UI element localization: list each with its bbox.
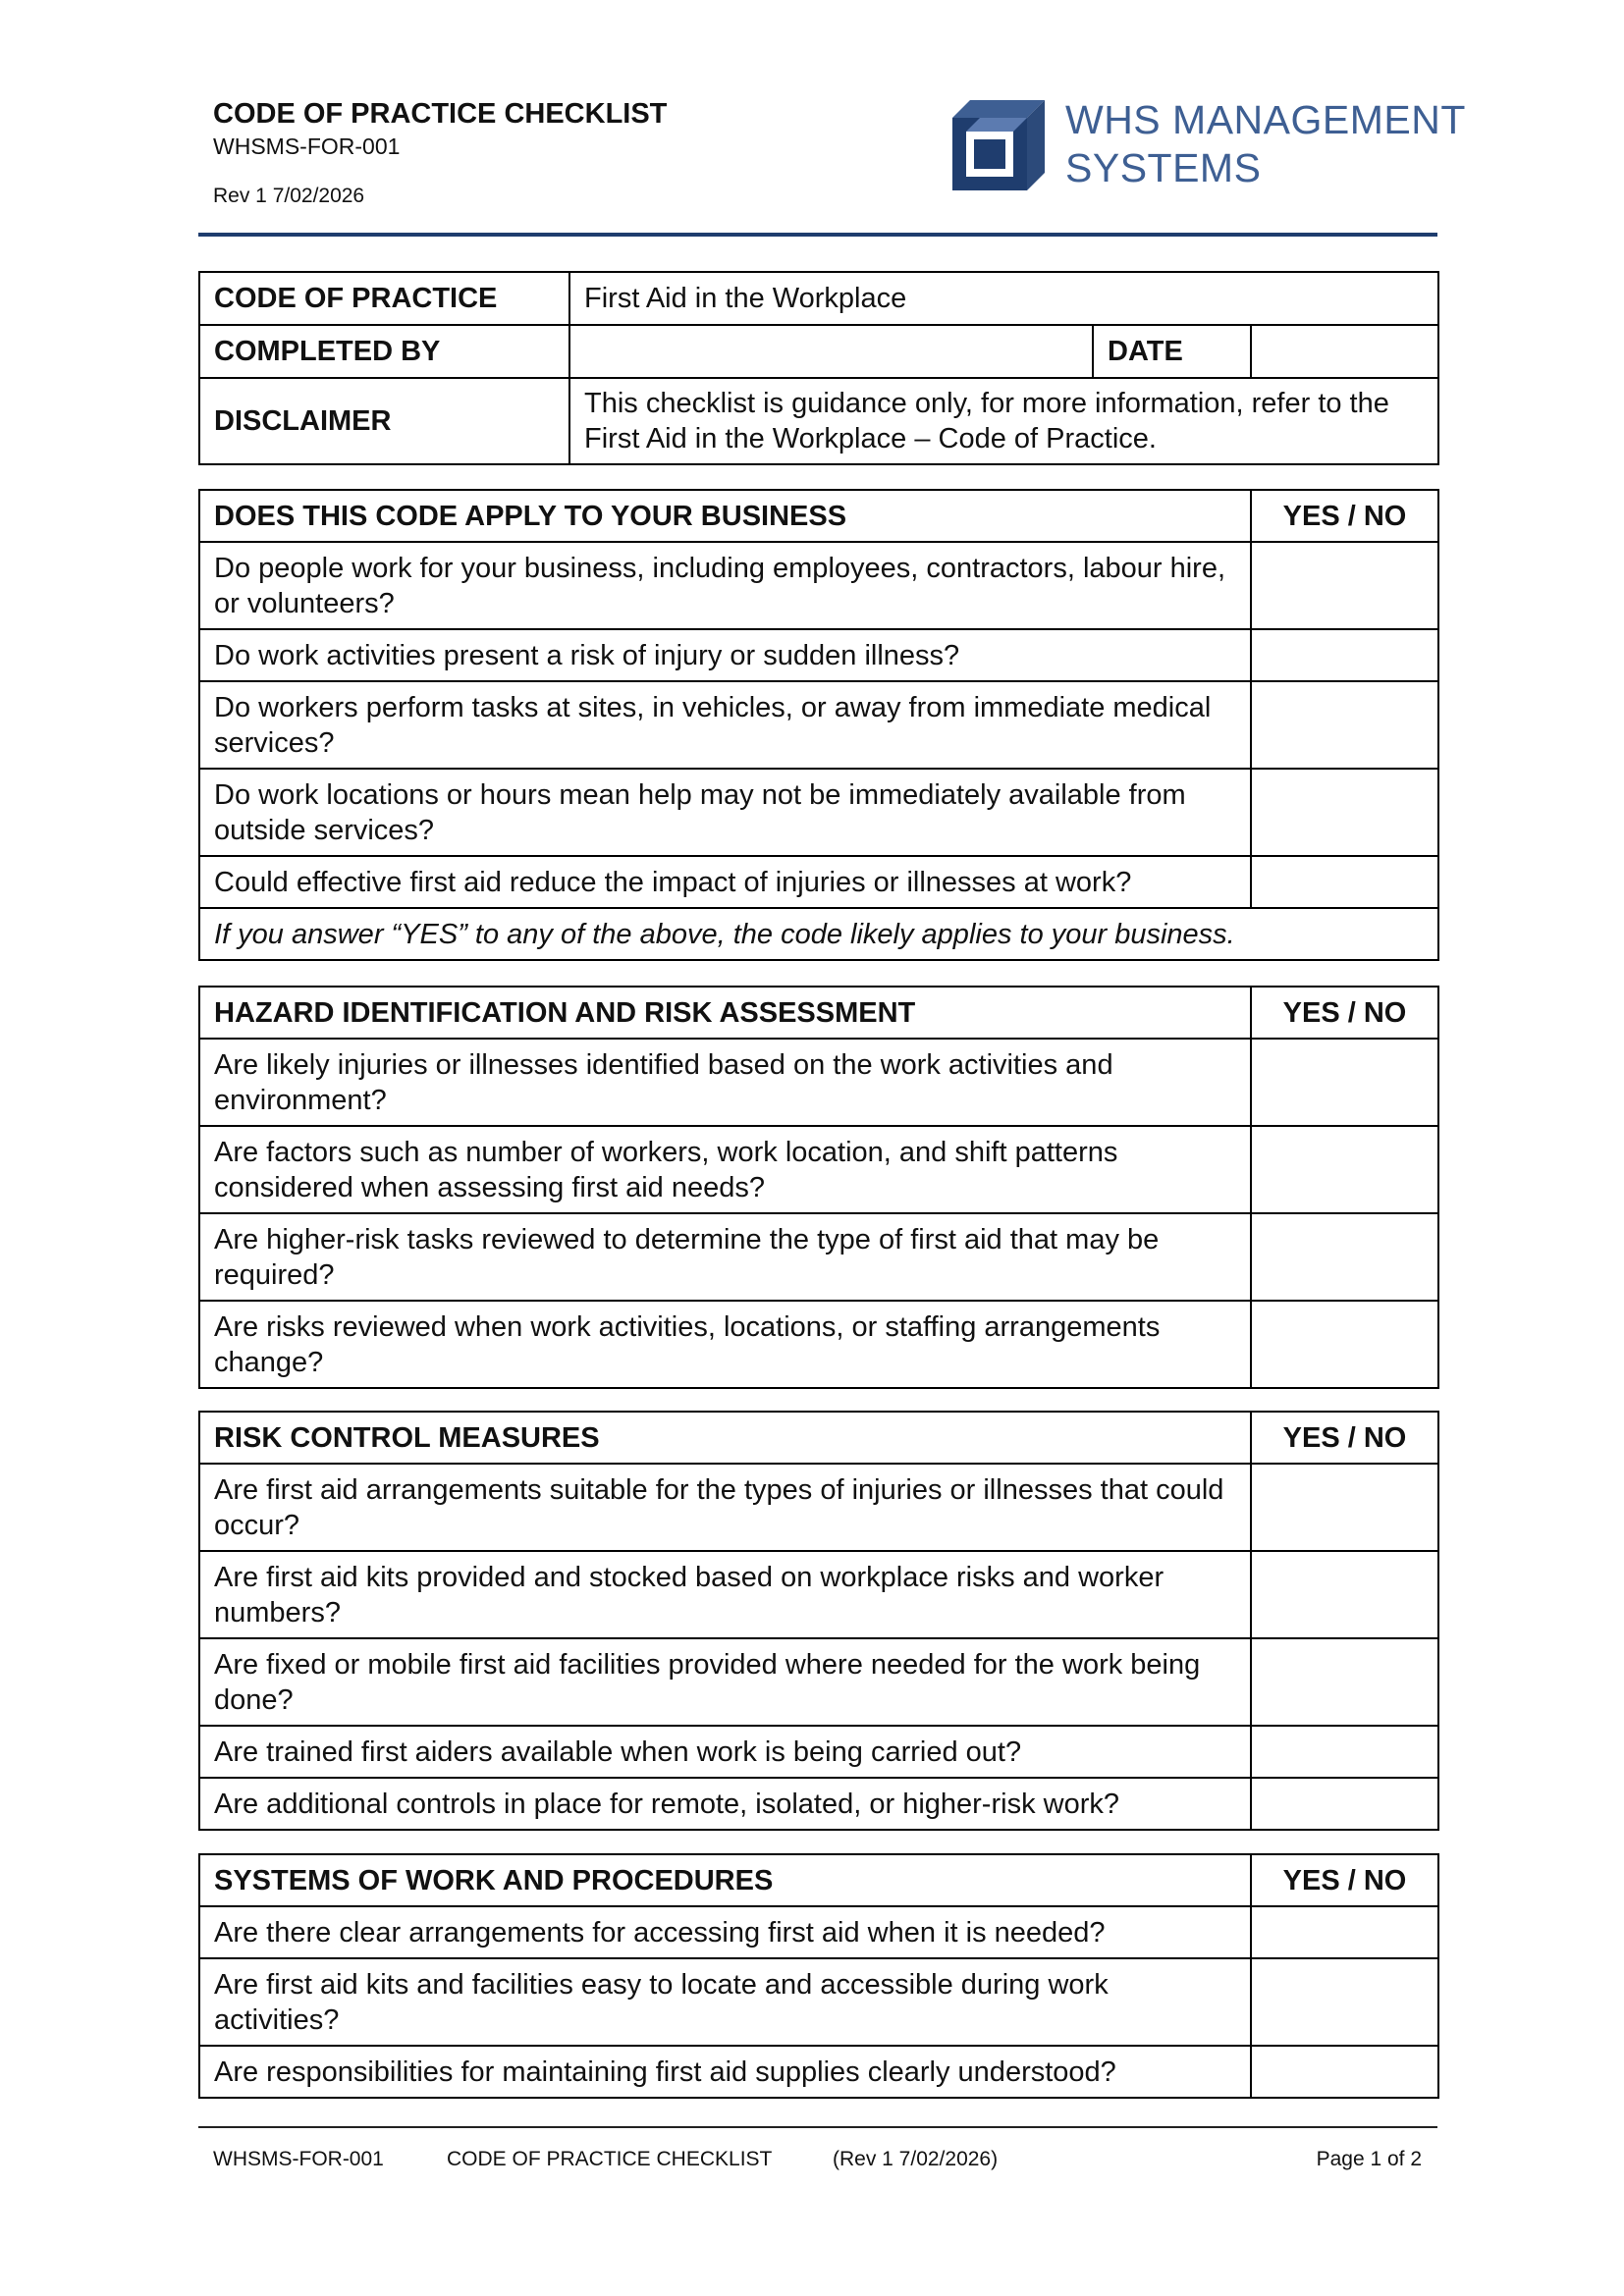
yes-no-answer-cell[interactable]	[1251, 1551, 1438, 1638]
question-text: Are there clear arrangements for accessing first aid when it is needed?	[199, 1906, 1251, 1958]
completed-by-field[interactable]	[569, 325, 1093, 378]
question-row	[199, 2046, 1438, 2098]
section-systems-of-work	[198, 1853, 1439, 2099]
yes-no-answer-cell[interactable]	[1251, 856, 1438, 908]
footer-doc-code: WHSMS-FOR-001	[213, 2148, 384, 2170]
question-text: Are first aid arrangements suitable for the types of injuries or illnesses that could occur?	[199, 1464, 1251, 1551]
question-row	[199, 1778, 1438, 1830]
section-heading: HAZARD IDENTIFICATION AND RISK ASSESSMENT	[199, 987, 1251, 1039]
yes-no-answer-cell[interactable]	[1251, 1301, 1438, 1388]
question-text: Are first aid kits and facilities easy to locate and accessible during work activities?	[199, 1958, 1251, 2046]
cop-value: First Aid in the Workplace	[569, 272, 1438, 325]
completed-row	[199, 325, 1438, 378]
question-row	[199, 1464, 1438, 1551]
yes-no-answer-cell[interactable]	[1251, 681, 1438, 769]
disclaimer-text: This checklist is guidance only, for more information, refer to the First Aid in the Workplace – Code of Practice.	[569, 378, 1438, 464]
question-row	[199, 856, 1438, 908]
question-row	[199, 542, 1438, 629]
question-row	[199, 1726, 1438, 1778]
question-text: Are trained first aiders available when work is being carried out?	[199, 1726, 1251, 1778]
yes-no-answer-cell[interactable]	[1251, 769, 1438, 856]
section-heading: RISK CONTROL MEASURES	[199, 1412, 1251, 1464]
section-risk-control	[198, 1411, 1439, 1831]
cop-row	[199, 272, 1438, 325]
question-row	[199, 1039, 1438, 1126]
question-text: Do people work for your business, including employees, contractors, labour hire, or volunteers?	[199, 542, 1251, 629]
question-text: Are likely injuries or illnesses identified based on the work activities and environment?	[199, 1039, 1251, 1126]
question-text: Are first aid kits provided and stocked based on workplace risks and worker numbers?	[199, 1551, 1251, 1638]
question-text: Do work activities present a risk of injury or sudden illness?	[199, 629, 1251, 681]
section-heading: DOES THIS CODE APPLY TO YOUR BUSINESS	[199, 490, 1251, 542]
applicability-note: If you answer “YES” to any of the above, the code likely applies to your business.	[199, 908, 1438, 960]
question-text: Do work locations or hours mean help may not be immediately available from outside services?	[199, 769, 1251, 856]
footer-page-number: Page 1 of 2	[1316, 2148, 1422, 2170]
disclaimer-row	[199, 378, 1438, 464]
yes-no-answer-cell[interactable]	[1251, 1906, 1438, 1958]
question-row	[199, 1213, 1438, 1301]
date-field[interactable]	[1251, 325, 1438, 378]
yes-no-answer-cell[interactable]	[1251, 1638, 1438, 1726]
yes-no-answer-cell[interactable]	[1251, 1778, 1438, 1830]
question-text: Are higher-risk tasks reviewed to determine the type of first aid that may be required?	[199, 1213, 1251, 1301]
logo-wordmark	[1065, 96, 1466, 192]
question-text: Do workers perform tasks at sites, in vehicles, or away from immediate medical services?	[199, 681, 1251, 769]
section-heading: SYSTEMS OF WORK AND PROCEDURES	[199, 1854, 1251, 1906]
yes-no-answer-cell[interactable]	[1251, 1464, 1438, 1551]
question-text: Could effective first aid reduce the impact of injuries or illnesses at work?	[199, 856, 1251, 908]
yes-no-header: YES / NO	[1251, 490, 1438, 542]
yes-no-header: YES / NO	[1251, 1854, 1438, 1906]
question-row	[199, 681, 1438, 769]
question-text: Are additional controls in place for remote, isolated, or higher-risk work?	[199, 1778, 1251, 1830]
disclaimer-label: DISCLAIMER	[199, 378, 569, 464]
yes-no-answer-cell[interactable]	[1251, 1213, 1438, 1301]
info-table	[198, 271, 1439, 465]
question-row	[199, 1551, 1438, 1638]
section-applicability	[198, 489, 1439, 961]
question-text: Are factors such as number of workers, work location, and shift patterns considered when assessing first aid needs?	[199, 1126, 1251, 1213]
header-divider	[198, 233, 1437, 237]
yes-no-header: YES / NO	[1251, 1412, 1438, 1464]
question-text: Are risks reviewed when work activities, locations, or staffing arrangements change?	[199, 1301, 1251, 1388]
footer-divider	[198, 2126, 1437, 2128]
yes-no-answer-cell[interactable]	[1251, 1126, 1438, 1213]
yes-no-answer-cell[interactable]	[1251, 1039, 1438, 1126]
footer-title: CODE OF PRACTICE CHECKLIST	[447, 2148, 773, 2170]
logo-text-line2: SYSTEMS	[1065, 145, 1262, 190]
question-row	[199, 1906, 1438, 1958]
question-row	[199, 1301, 1438, 1388]
question-row	[199, 1126, 1438, 1213]
logo-text-line1: WHS MANAGEMENT	[1065, 97, 1466, 142]
question-text: Are fixed or mobile first aid facilities provided where needed for the work being done?	[199, 1638, 1251, 1726]
question-row	[199, 769, 1438, 856]
document-revision: Rev 1 7/02/2026	[213, 185, 365, 207]
question-row	[199, 1958, 1438, 2046]
document-code: WHSMS-FOR-001	[213, 133, 401, 159]
completed-by-label: COMPLETED BY	[199, 325, 569, 378]
footer-revision: (Rev 1 7/02/2026)	[833, 2148, 999, 2170]
yes-no-answer-cell[interactable]	[1251, 1958, 1438, 2046]
date-label: DATE	[1093, 325, 1251, 378]
yes-no-answer-cell[interactable]	[1251, 629, 1438, 681]
cube-logo-icon	[945, 96, 1053, 194]
cop-label: CODE OF PRACTICE	[199, 272, 569, 325]
yes-no-answer-cell[interactable]	[1251, 1726, 1438, 1778]
question-text: Are responsibilities for maintaining first aid supplies clearly understood?	[199, 2046, 1251, 2098]
question-row	[199, 1638, 1438, 1726]
section-hazard-identification	[198, 986, 1439, 1389]
yes-no-header: YES / NO	[1251, 987, 1438, 1039]
document-title: CODE OF PRACTICE CHECKLIST	[213, 98, 668, 130]
yes-no-answer-cell[interactable]	[1251, 2046, 1438, 2098]
yes-no-answer-cell[interactable]	[1251, 542, 1438, 629]
question-row	[199, 629, 1438, 681]
